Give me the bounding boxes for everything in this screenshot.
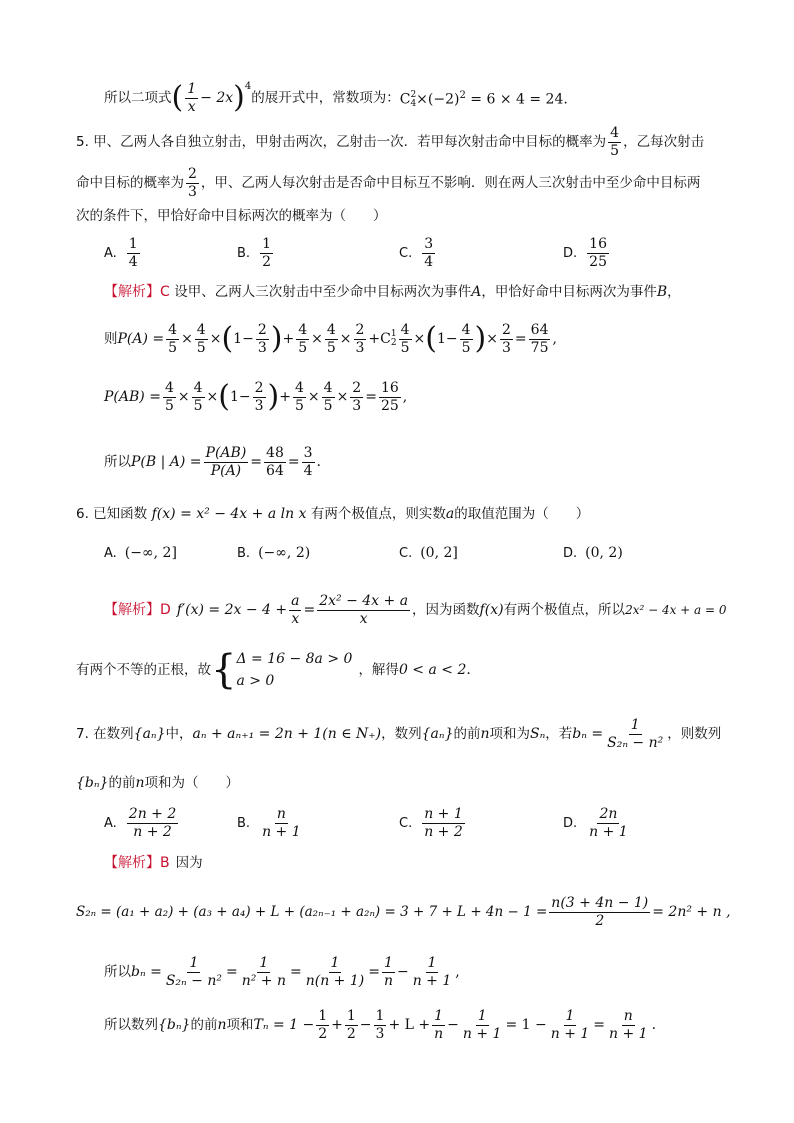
q7-s2n-line: S₂ₙ = (a₁ + a₂) + (a₃ + a₄) + L + (a₂ₙ₋₁ + a₂ₙ) = 3 + 7 + L + 4n − 1 = $\frac{n(3 + 4n - 1)}{2}$ = 2n² + n , [76, 894, 731, 929]
cond-result: $\frac{3}{4}$ [303, 444, 313, 479]
q5-option-c[interactable]: C. $\frac{3}{4}$ [399, 236, 434, 270]
q5-line3: 次的条件下，甲恰好命中目标两次的概率为（ ） [76, 208, 387, 224]
q7-line2: {bₙ}的前n项和为（ ） [76, 775, 239, 791]
q6-option-a[interactable]: A. (−∞, 2] [104, 545, 177, 561]
p-jia-fraction: $\frac{4}{5}$ [610, 124, 620, 159]
q5-cond-line: 所以 P(B | A) = $\frac{P(AB)}{P(A)}$ = $\frac{48}{64}$ = $\frac{3}{4}$ . [104, 444, 321, 479]
binomial-expression: C 2 4 $\times(-2)^2 = 6 \times 4 = 24$. [399, 89, 568, 109]
q7-analysis-line: 【解析】B 因为 [104, 855, 203, 871]
binomial-prefix: 所以二项式 [104, 90, 172, 106]
q6-option-c[interactable]: C. (0, 2] [399, 545, 458, 561]
q6-option-d[interactable]: D. (0, 2) [563, 545, 623, 561]
q5-line1: 5. 甲、乙两人各自独立射击，甲射击两次，乙射击一次．若甲每次射击命中目标的概率为 $\frac{4}{5}$ ，乙每次射击 [76, 124, 705, 159]
p-yi-fraction: $\frac{2}{3}$ [188, 165, 197, 200]
binomial-fraction: $\frac{1}{x}$ [187, 80, 197, 115]
q5-option-b[interactable]: B. $\frac{1}{2}$ [237, 236, 271, 270]
q7-answer: B [160, 855, 170, 871]
q5-option-a[interactable]: A. $\frac{1}{4}$ [104, 236, 138, 270]
q6-system: { Δ = 16 − 8a > 0 a > 0 [211, 647, 353, 693]
q7-option-c[interactable]: C. $\frac{n + 1}{n + 2}$ [399, 806, 463, 840]
q7-option-b[interactable]: B. $\frac{n}{n + 1}$ [237, 806, 301, 840]
q5-option-d[interactable]: D. $\frac{16}{25}$ [563, 236, 607, 270]
q6-line2: 有两个不等的正根，故 { Δ = 16 − 8a > 0 a > 0 ，解得 0 < a < 2 . [76, 647, 471, 693]
q7-line1: 7. 在数列 {aₙ} 中， aₙ + aₙ₊₁ = 2n + 1(n ∈ N₊) ，数列 {aₙ} 的前 n 项和为 Sₙ ，若 bₙ = $\frac{1}{\text{S₂ₙ − n²}}$ ，则数列 [76, 716, 722, 751]
q6-option-b[interactable]: B. (−∞, 2) [237, 545, 311, 561]
q6-line1: 6. 已知函数 f(x) = x² − 4x + a ln x 有两个极值点，则实数a的取值范围为（ ） [76, 506, 590, 522]
q6-answer: D [160, 602, 171, 618]
pa-result: $\frac{64}{75}$ [530, 321, 549, 356]
pab-result: $\frac{16}{25}$ [380, 379, 399, 414]
analysis-tag: 【解析】 [104, 284, 160, 300]
q5-analysis-line: 【解析】C 设甲、乙两人三次射击中至少命中目标两次为事件A，甲恰好命中目标两次为事件B， [104, 284, 681, 300]
q7-bn-line: 所以 bₙ = $\frac{1}{\text{S₂ₙ − n²}}$ = $\frac{1}{\text{n² + n}}$ = $\frac{1}{n(n + 1)}$ = $\frac{1}{n}$ − $\frac{1}{n + 1}$ , [104, 954, 460, 989]
binomial-line: 所以二项式 ( $\frac{1}{x}$ − 2x ) 4 的展开式中，常数项为： C 2 4 $\times(-2)^2 = 6 \times 4 = 24$. [104, 80, 568, 115]
q5-line2: 命中目标的概率为 $\frac{2}{3}$ ，甲、乙两人每次射击是否命中目标互不影响．则在两人三次射击中至少命中目标两 [76, 165, 701, 200]
q5-pab-line: P(AB) = $\frac{4}{5}$ × $\frac{4}{5}$ × ( 1− $\frac{2}{3}$ ) + $\frac{4}{5}$ × $\frac{4}{5}$ × $\frac{2}{3}$ = $\frac{16}{25}$ , [104, 379, 408, 414]
q7-option-a[interactable]: A. $\frac{2n + 2}{n + 2}$ [104, 806, 177, 840]
q6-function: f(x) = x² − 4x + a ln x [151, 506, 307, 522]
q5-pa-line: 则 P(A) = $\frac{4}{5}$ × $\frac{4}{5}$ × ( 1− $\frac{2}{3}$ ) + $\frac{4}{5}$ × $\frac{4}{5}$ × $\frac{2}{3}$ +C 1 2 $\frac{4}{5}$ × ( 1− $\frac{4}{5}$ ) × $\frac{2}{3}$ = $\frac{64}{75}$ , [104, 321, 557, 356]
q5-answer: C [160, 284, 170, 300]
q7-option-d[interactable]: D. $\frac{2n}{n + 1}$ [563, 806, 628, 840]
q6-analysis-line: 【解析】 D f′(x) = 2x − 4 + $\frac{a}{x}$ = $\frac{\text{2x² − 4x + a}}{x}$ ，因为函数 f(x) 有两个极值点，所以 2x² − 4x + a = 0 [104, 592, 727, 627]
tn-result: $\frac{n}{n + 1}$ [609, 1007, 648, 1042]
q7-tn-line: 所以数列 {bₙ} 的前 n 项和 Tₙ = 1 − $\frac{1}{2}$ + $\frac{1}{2}$ − $\frac{1}{3}$ + L + $\frac{1}{n}$ − $\frac{1}{n + 1}$ = 1 − $\frac{1}{n + 1}$ = $\frac{n}{n + 1}$ . [104, 1007, 657, 1042]
